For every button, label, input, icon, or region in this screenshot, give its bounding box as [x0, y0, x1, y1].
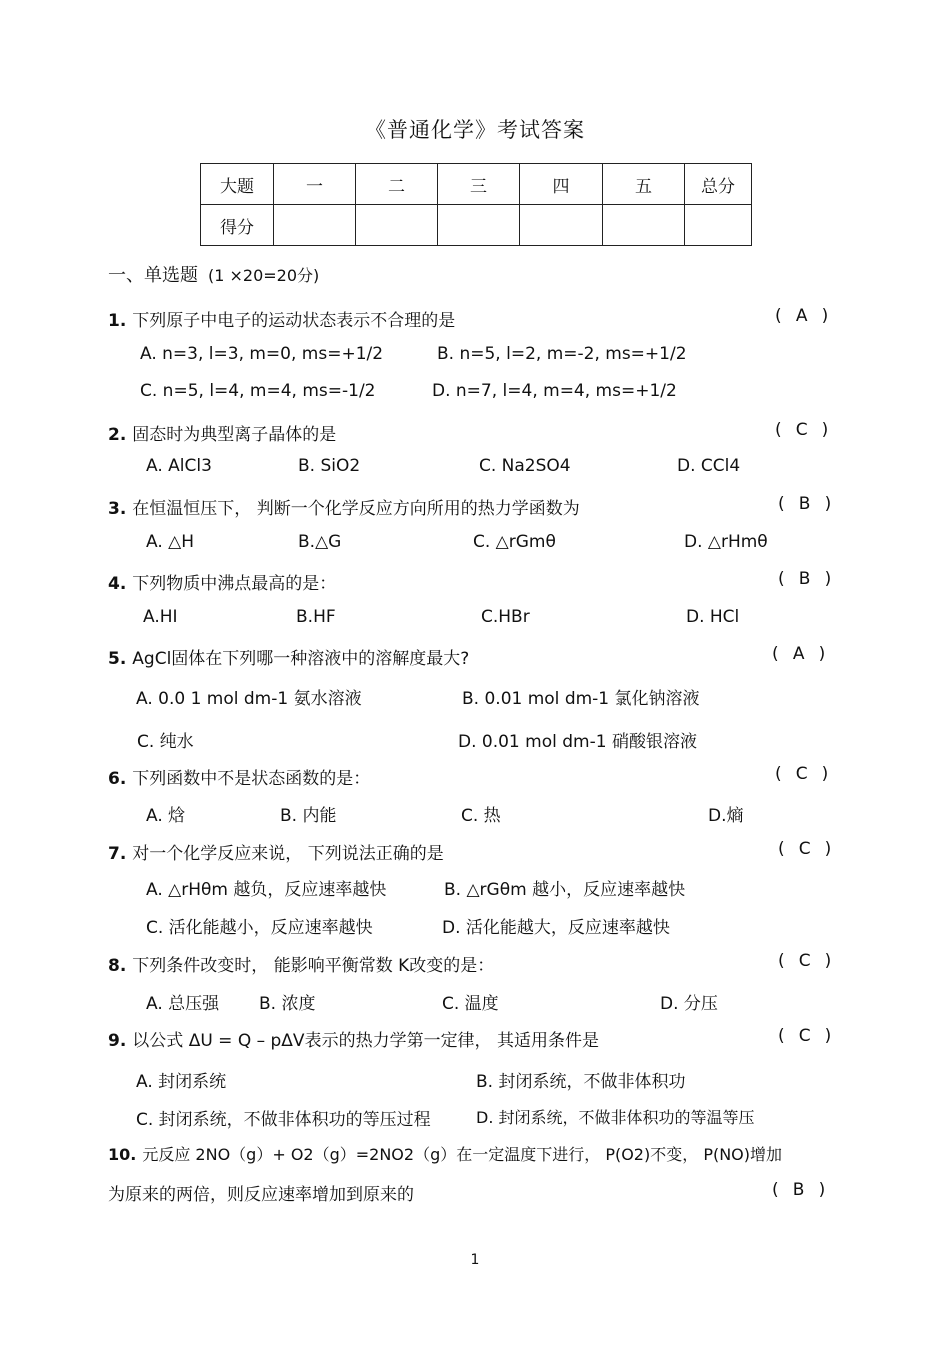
option-a: A. △rHθm 越负，反应速率越快: [146, 880, 387, 900]
answer-4: ( B ): [778, 569, 832, 589]
option-c: C. 活化能越小，反应速率越快: [146, 918, 373, 938]
option-d: D. 封闭系统，不做非体积功的等温等压: [476, 1108, 755, 1127]
answer-2: ( C ): [775, 420, 829, 440]
answer-6: ( C ): [775, 764, 829, 784]
question-text: AgCl固体在下列哪一种溶液中的溶解度最大?: [132, 649, 470, 669]
score-input-cell[interactable]: [603, 205, 685, 246]
question-8: [108, 951, 494, 976]
question-10: [108, 1142, 782, 1165]
answer-value: C: [798, 1026, 811, 1046]
answer-value: C: [795, 420, 808, 440]
question-number: 7.: [108, 844, 127, 864]
question-10-continued: 为原来的两倍，则反应速率增加到原来的: [108, 1185, 414, 1205]
option-a: A. n=3, l=3, m=0, ms=+1/2: [140, 344, 384, 364]
option-d: D. HCl: [686, 607, 740, 627]
question-text: 固态时为典型离子晶体的是: [132, 425, 337, 445]
answer-value: B: [792, 1180, 805, 1200]
answer-value: C: [795, 764, 808, 784]
question-text: 下列函数中不是状态函数的是：: [132, 769, 371, 789]
question-3: [108, 494, 580, 519]
table-cell: 五: [603, 164, 685, 205]
option-b: B. 封闭系统，不做非体积功: [476, 1072, 686, 1092]
option-c: C. 热: [461, 806, 501, 826]
question-text: 元反应 2NO（g）+ O2（g）=2NO2（g）在一定温度下进行， P(O2)不变， P(NO)增加: [142, 1145, 783, 1164]
page-number: 1: [470, 1252, 480, 1268]
option-d: D.熵: [708, 806, 744, 826]
question-text: 下列条件改变时， 能影响平衡常数 K改变的是：: [132, 956, 495, 976]
table-cell: 大题: [201, 164, 274, 205]
option-d: D. 0.01 mol dm-1 硝酸银溶液: [458, 732, 697, 752]
question-text: 对一个化学反应来说， 下列说法正确的是: [132, 844, 444, 864]
option-c: C. 纯水: [137, 732, 194, 752]
option-c: C. △rGmθ: [473, 532, 556, 552]
section-label: 一、单选题: [108, 265, 198, 286]
option-a: A. 总压强: [146, 994, 220, 1014]
option-a: A. △H: [146, 532, 194, 552]
question-4: [108, 569, 336, 594]
option-b: B.HF: [296, 607, 336, 627]
option-b: B. n=5, l=2, m=-2, ms=+1/2: [437, 344, 687, 364]
question-1: [108, 306, 455, 331]
table-cell: 总分: [685, 164, 752, 205]
option-b: B. SiO2: [298, 456, 361, 476]
answer-value: B: [798, 494, 811, 514]
answer-value: A: [795, 306, 808, 326]
question-2: [108, 420, 336, 445]
answer-1: ( A ): [775, 306, 829, 326]
answer-3: ( B ): [778, 494, 832, 514]
score-input-cell[interactable]: [685, 205, 752, 246]
table-cell: 三: [438, 164, 520, 205]
option-a: A. 0.0 1 mol dm-1 氨水溶液: [136, 689, 362, 709]
score-input-cell[interactable]: [520, 205, 603, 246]
option-a: A.HI: [143, 607, 178, 627]
option-c: C. 封闭系统，不做非体积功的等压过程: [136, 1110, 431, 1130]
option-c: C. Na2SO4: [479, 456, 571, 476]
question-text: 以公式 ΔU = Q – pΔV表示的热力学第一定律， 其适用条件是: [132, 1031, 599, 1051]
option-b: B.△G: [298, 532, 342, 552]
page-title: 《普通化学》考试答案: [365, 118, 585, 142]
score-input-cell[interactable]: [274, 205, 356, 246]
question-number: 8.: [108, 956, 127, 976]
question-number: 3.: [108, 499, 127, 519]
question-9: [108, 1026, 599, 1051]
option-c: C.HBr: [481, 607, 530, 627]
question-5: [108, 644, 469, 669]
answer-value: A: [792, 644, 805, 664]
option-d: D. CCl4: [677, 456, 741, 476]
answer-8: ( C ): [778, 951, 832, 971]
option-b: B. 内能: [280, 806, 337, 826]
question-number: 5.: [108, 649, 127, 669]
question-number: 4.: [108, 574, 127, 594]
question-6: [108, 764, 370, 789]
question-number: 6.: [108, 769, 127, 789]
option-b: B. 0.01 mol dm-1 氯化钠溶液: [462, 689, 700, 709]
answer-value: C: [798, 839, 811, 859]
score-table: [200, 163, 752, 246]
answer-7: ( C ): [778, 839, 832, 859]
answer-5: ( A ): [772, 644, 826, 664]
option-a: A. 焓: [146, 806, 186, 826]
question-text: 下列物质中沸点最高的是：: [132, 574, 337, 594]
option-d: D. n=7, l=4, m=4, ms=+1/2: [432, 381, 677, 401]
answer-value: C: [798, 951, 811, 971]
section-points: (1 ×20=20分): [208, 266, 320, 285]
option-d: D. 分压: [660, 994, 718, 1014]
question-number: 2.: [108, 425, 127, 445]
table-row: [201, 164, 752, 205]
option-b: B. 浓度: [259, 994, 316, 1014]
score-input-cell[interactable]: [438, 205, 520, 246]
option-d: D. △rHmθ: [684, 532, 768, 552]
section-heading: [108, 261, 319, 287]
question-number: 10.: [108, 1145, 137, 1164]
question-text: 下列原子中电子的运动状态表示不合理的是: [132, 311, 456, 331]
question-number: 1.: [108, 311, 127, 331]
question-text: 在恒温恒压下， 判断一个化学反应方向所用的热力学函数为: [132, 499, 580, 519]
table-row: [201, 205, 752, 246]
table-cell: 一: [274, 164, 356, 205]
answer-10: ( B ): [772, 1180, 826, 1200]
option-b: B. △rGθm 越小，反应速率越快: [444, 880, 686, 900]
score-input-cell[interactable]: [356, 205, 438, 246]
option-a: A. AlCl3: [146, 456, 212, 476]
table-cell: 二: [356, 164, 438, 205]
option-d: D. 活化能越大，反应速率越快: [442, 918, 670, 938]
question-7: [108, 839, 444, 864]
table-cell: 四: [520, 164, 603, 205]
table-cell: 得分: [201, 205, 274, 246]
answer-value: B: [798, 569, 811, 589]
option-a: A. 封闭系统: [136, 1072, 227, 1092]
question-number: 9.: [108, 1031, 127, 1051]
option-c: C. 温度: [442, 994, 499, 1014]
answer-9: ( C ): [778, 1026, 832, 1046]
option-c: C. n=5, l=4, m=4, ms=-1/2: [140, 381, 376, 401]
